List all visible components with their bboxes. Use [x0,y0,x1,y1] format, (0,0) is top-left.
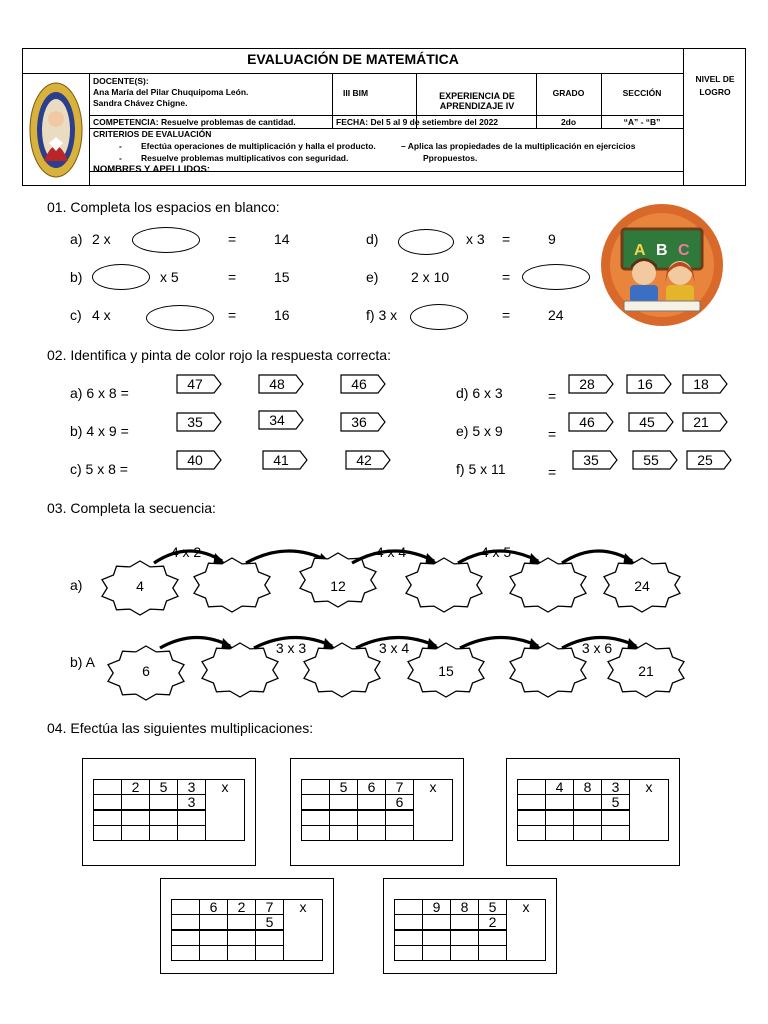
answer-option-value: 35 [583,452,599,468]
answer-option-value: 41 [273,452,289,468]
answer-cell[interactable] [386,826,414,841]
q1-f-result: 24 [548,307,564,323]
answer-option-value: 21 [693,414,709,430]
answer-cell[interactable] [122,826,150,841]
q1-b-eq: = [228,269,237,285]
multiply-sign: x [284,900,323,961]
answer-option-value: 45 [639,414,655,430]
criterio-2: Resuelve problemas multiplicativos con seguridad. [141,153,349,163]
bimester: III BIM [343,88,369,98]
answer-option-value: 34 [269,412,285,428]
answer-cell[interactable] [602,810,630,826]
answer-cell[interactable] [451,930,479,946]
answer-cell[interactable] [546,795,574,811]
teacher-2: Sandra Chávez Chigne. [93,98,188,108]
answer-cell[interactable] [546,826,574,841]
answer-cell[interactable] [172,946,200,961]
sequence-arrow [562,551,632,563]
q2-row-label: a) 6 x 8 = [70,385,129,401]
sequence-operation: 4 x 2 [170,544,202,560]
docente-label: DOCENTE(S): [93,76,149,86]
sequence-operation: 4 x 4 [375,544,407,560]
sequence-arrow [160,637,230,648]
grado-value: 2do [560,117,577,127]
answer-option-value: 25 [697,452,713,468]
answer-cell[interactable] [451,946,479,961]
answer-cell[interactable] [302,795,330,811]
answer-cell[interactable] [256,946,284,961]
svg-text:A: A [634,242,646,259]
multiply-sign: x [507,900,546,961]
multiplication-box [506,758,680,866]
digit-cell: 3 [602,780,630,795]
answer-cell[interactable] [518,795,546,811]
q1-f-label: f) 3 x [366,307,398,323]
q3-b-label: b) A [70,654,95,670]
q2-row-label: c) 5 x 8 = [70,461,128,477]
svg-text:B: B [656,242,668,259]
answer-cell[interactable] [172,930,200,946]
criterios-label: CRITERIOS DE EVALUACIÓN [93,129,212,139]
digit-cell: 4 [546,780,574,795]
digit-cell: 3 [178,795,206,811]
answer-cell[interactable] [395,900,423,915]
q1-e-left: 2 x 10 [411,269,450,285]
answer-cell[interactable] [228,915,256,931]
answer-option-value: 28 [579,376,595,392]
answer-cell[interactable] [546,810,574,826]
sequence-operation: 3 x 4 [378,640,410,656]
answer-cell[interactable] [518,780,546,795]
answer-cell[interactable] [395,946,423,961]
sequence-operation: 4 x 5 [480,544,512,560]
answer-option-value: 46 [579,414,595,430]
digit-cell: 2 [479,915,507,931]
question-2-title: 02. Identifica y pinta de color rojo la respuesta correcta: [47,347,391,363]
answer-option-value: 42 [356,452,372,468]
answer-cell[interactable] [200,915,228,931]
question-4-title: 04. Efectúa las siguientes multiplicaciones: [47,720,314,736]
multiplication-box [160,878,334,974]
digit-cell: 8 [451,900,479,915]
answer-cell[interactable] [228,930,256,946]
answer-cell[interactable] [574,826,602,841]
q1-b-label: b) [70,269,83,285]
criterio-1: Efectúa operaciones de multiplicación y halla el producto. [141,141,376,151]
answer-cell[interactable] [178,810,206,826]
sequence-operation: 3 x 6 [581,640,613,656]
answer-option-value: 46 [351,376,367,392]
answer-cell[interactable] [330,826,358,841]
digit-cell: 8 [574,780,602,795]
q2-row-label: d) 6 x 3 [456,385,503,401]
answer-option-value: 47 [187,376,203,392]
q1-c-label: c) [70,307,82,323]
q1-a-left: 2 x [92,231,111,247]
q1-a-label: a) [70,231,83,247]
multiply-sign: x [206,780,245,841]
answer-option-value: 18 [693,376,709,392]
answer-cell[interactable] [423,930,451,946]
criterio-3b: Ppropuestos. [423,153,478,163]
sequence-operation: 3 x 3 [275,640,307,656]
page-title: EVALUACIÓN DE MATEMÁTICA [247,51,459,67]
digit-cell: 5 [479,900,507,915]
answer-cell[interactable] [358,795,386,811]
q1-a-eq: = [228,231,237,247]
q2-row-label: b) 4 x 9 = [70,423,129,439]
answer-option-value: 55 [643,452,659,468]
answer-cell[interactable] [479,930,507,946]
competencia: COMPETENCIA: Resuelve problemas de cantidad. [93,117,296,127]
answer-cell[interactable] [94,826,122,841]
answer-cell[interactable] [574,795,602,811]
multiplication-box [290,758,464,866]
q2-row-label: e) 5 x 9 [456,423,503,439]
q2-row-label: f) 5 x 11 [456,461,506,477]
multiplication-box [82,758,256,866]
q1-c-eq: = [228,307,237,323]
sequence-star[interactable] [510,558,586,612]
answer-cell[interactable] [172,900,200,915]
digit-cell: 3 [178,780,206,795]
q1-b-result: 15 [274,269,290,285]
digit-cell: 2 [122,780,150,795]
digit-cell: 7 [386,780,414,795]
question-3-title: 03. Completa la secuencia: [47,500,216,516]
digit-cell: 7 [256,900,284,915]
answer-cell[interactable] [386,810,414,826]
answer-cell[interactable] [358,826,386,841]
q2-row-eq: = [548,426,557,442]
answer-cell[interactable] [518,826,546,841]
q1-d-label: d) [366,231,379,247]
digit-cell: 5 [602,795,630,811]
nombres-field[interactable]: NOMBRES Y APELLIDOS: [93,164,211,175]
sequence-value: 12 [330,578,346,594]
answer-cell[interactable] [423,946,451,961]
answer-cell[interactable] [602,826,630,841]
teacher-1: Ana María del Pilar Chuquipoma León. [93,87,249,97]
answer-cell[interactable] [256,930,284,946]
q1-c-result: 16 [274,307,290,323]
answer-cell[interactable] [479,946,507,961]
q2-row-eq: = [548,464,557,480]
answer-cell[interactable] [150,795,178,811]
answer-cell[interactable] [395,915,423,931]
answer-option-value: 48 [269,376,285,392]
answer-cell[interactable] [178,826,206,841]
answer-cell[interactable] [94,780,122,795]
answer-cell[interactable] [518,810,546,826]
q1-b-mid: x 5 [160,269,179,285]
q1-d-eq: = [502,231,511,247]
q1-d-mid: x 3 [466,231,485,247]
answer-cell[interactable] [122,810,150,826]
q1-c-left: 4 x [92,307,111,323]
answer-cell[interactable] [200,930,228,946]
answer-option-value: 35 [187,414,203,430]
question-1-title: 01. Completa los espacios en blanco: [47,199,280,215]
digit-cell: 2 [228,900,256,915]
digit-cell: 5 [330,780,358,795]
sequence-value: 24 [634,578,650,594]
answer-cell[interactable] [150,826,178,841]
sequence-value: 15 [438,663,454,679]
answer-cell[interactable] [302,826,330,841]
q1-e-eq: = [502,269,511,285]
q1-f-eq: = [502,307,511,323]
answer-cell[interactable] [330,810,358,826]
experiencia: EXPERIENCIA DE APRENDIZAJE IV [439,91,515,111]
multiply-sign: x [414,780,453,841]
q1-e-label: e) [366,269,379,285]
answer-cell[interactable] [150,810,178,826]
digit-cell: 5 [150,780,178,795]
answer-cell[interactable] [451,915,479,931]
answer-cell[interactable] [302,780,330,795]
digit-cell: 9 [423,900,451,915]
multiply-sign: x [630,780,669,841]
q1-d-result: 9 [548,231,556,247]
sequence-arrow [460,637,538,648]
bullet: - [119,153,122,163]
nivel-logro: NIVEL DE LOGRO [695,74,735,97]
svg-text:C: C [678,242,690,259]
answer-cell[interactable] [330,795,358,811]
fecha: FECHA: Del 5 al 9 de setiembre del 2022 [336,117,499,127]
answer-cell[interactable] [574,810,602,826]
q3-a-label: a) [70,577,83,593]
digit-cell: 6 [386,795,414,811]
seccion-value: “A” - “B” [623,117,661,127]
seccion-label: SECCIÓN [622,88,662,98]
sequence-value: 21 [638,663,654,679]
digit-cell: 6 [358,780,386,795]
grado-label: GRADO [552,88,585,98]
answer-cell[interactable] [423,915,451,931]
sequence-star[interactable] [406,558,482,612]
bullet: - [119,141,122,151]
sequence-value: 4 [136,578,144,594]
q2-row-eq: = [548,388,557,404]
answer-option-value: 16 [637,376,653,392]
criterio-3: – Aplica las propiedades de la multiplicación en ejercicios [401,141,636,151]
answer-cell[interactable] [94,810,122,826]
q1-a-result: 14 [274,231,290,247]
answer-option-value: 36 [351,414,367,430]
answer-cell[interactable] [172,915,200,931]
multiplication-box [383,878,557,974]
answer-cell[interactable] [302,810,330,826]
answer-cell[interactable] [358,810,386,826]
answer-cell[interactable] [200,946,228,961]
answer-cell[interactable] [395,930,423,946]
digit-cell: 5 [256,915,284,931]
answer-cell[interactable] [94,795,122,811]
sequence-star[interactable] [194,558,270,612]
answer-cell[interactable] [122,795,150,811]
digit-cell: 6 [200,900,228,915]
answer-option-value: 40 [187,452,203,468]
answer-cell[interactable] [228,946,256,961]
sequence-value: 6 [142,663,150,679]
